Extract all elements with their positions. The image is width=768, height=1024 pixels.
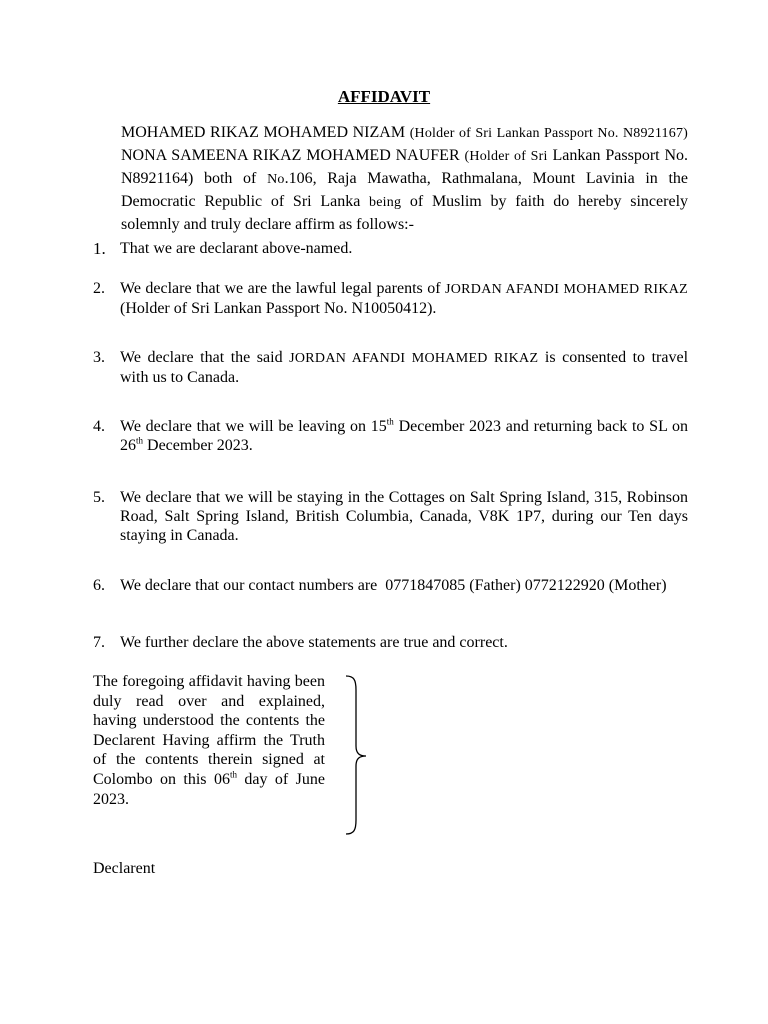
item-text-pre: We declare that the said (120, 349, 283, 366)
jurat-paragraph (93, 672, 325, 809)
item-text (120, 348, 688, 387)
ordinal-suffix: th (386, 416, 394, 427)
item-number: 1. (93, 239, 106, 258)
item-text: We further declare the above statements are true and correct. (120, 634, 508, 651)
item-text: We declare that our contact numbers are 0771847085 (Father) 0772122920 (Mother) (120, 577, 667, 594)
address: .106, Raja Mawatha, Rathmalana, Mount Lavinia in the Democratic Republic of Sri Lanka (121, 170, 689, 210)
list-item (93, 279, 688, 318)
item-number: 3. (93, 349, 105, 366)
list-item (93, 348, 688, 387)
passport-holder-1: (Holder of Sri Lankan Passport No. N8921167) (409, 126, 689, 141)
passport-holder-2a: (Holder of Sri (464, 149, 548, 164)
child-name: JORDAN AFANDI MOHAMED RIKAZ (289, 351, 539, 366)
item-number: 6. (93, 577, 105, 594)
being-word: being (369, 195, 402, 210)
declarant-name-2: NONA SAMEENA RIKAZ MOHAMED NAUFER (121, 147, 460, 164)
child-name: JORDAN AFANDI MOHAMED RIKAZ (445, 282, 688, 297)
jurat-text: The foregoing affidavit having been duly read over and explained, having understood the contents the Declarent Having affirm the Truth of the contents therein signed at Colombo on this 06 (93, 673, 325, 788)
item-number: 2. (93, 280, 105, 297)
intro-rest: of Muslim by faith do hereby sincerely solemnly and truly declare affirm as follows:- (121, 193, 689, 233)
passport-holder-2b: Lankan Passport No. N8921164) both of (121, 147, 689, 187)
list-item (93, 239, 688, 258)
item-text (120, 417, 688, 455)
curly-brace (344, 674, 370, 836)
item-text (120, 279, 688, 318)
item-number: 5. (93, 489, 105, 506)
address-no: No (267, 172, 285, 187)
item-text-a: We declare that we will be leaving on 15 (120, 418, 387, 435)
declarant-name-1: MOHAMED RIKAZ MOHAMED NIZAM (121, 124, 406, 141)
intro-paragraph (121, 122, 688, 236)
ordinal-suffix: th (136, 435, 144, 446)
ordinal-suffix: th (229, 769, 237, 780)
item-text: That we are declarant above-named. (120, 240, 353, 257)
list-item (93, 488, 688, 545)
list-item (93, 417, 688, 455)
item-text-pre: We declare that we are the lawful legal parents of (120, 280, 441, 297)
item-text-b: December 2023 and returning back to SL on 26 (120, 418, 688, 454)
page-title: AFFIDAVIT (337, 87, 431, 106)
item-number: 4. (93, 418, 105, 435)
declarent-label: Declarent (93, 860, 156, 877)
item-number: 7. (93, 634, 105, 651)
item-text-post: (Holder of Sri Lankan Passport No. N10050412). (120, 300, 437, 317)
jurat-end: day of June 2023. (93, 770, 325, 808)
list-item (93, 633, 688, 652)
list-item (93, 576, 688, 595)
item-text: We declare that we will be staying in the Cottages on Salt Spring Island, 315, Robinson Road, Salt Spring Island, British Columbia, Canada, V8K 1P7, during our Ten days staying in Canada. (120, 489, 688, 544)
item-text-post: is consented to travel with us to Canada. (120, 349, 689, 386)
item-text-c: December 2023. (147, 437, 253, 454)
